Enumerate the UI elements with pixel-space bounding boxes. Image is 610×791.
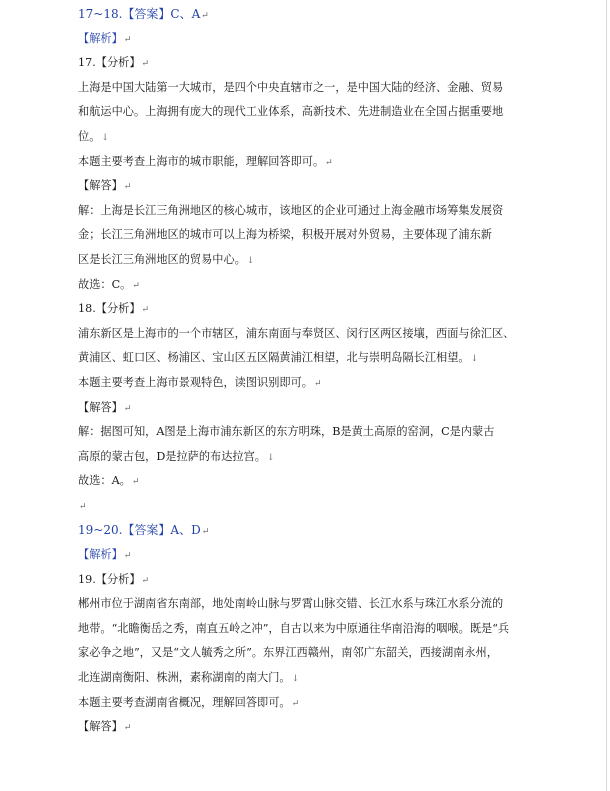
- text-line: [78, 371, 510, 396]
- text-line: [78, 273, 510, 298]
- line-text: 郴州市位于湖南省东南部，地处南岭山脉与罗霄山脉交错、长江水系与珠江水系分流的: [78, 597, 504, 611]
- paragraph-mark-icon: ↵: [79, 501, 87, 512]
- line-text: 解：据图可知，A图是上海市浦东新区的东方明珠，B是黄土高原的窑洞，C是内蒙古: [78, 425, 495, 439]
- paragraph-mark-icon: ↵: [201, 527, 210, 538]
- line-text: 19.【分析】: [78, 572, 141, 586]
- text-line: [78, 125, 510, 150]
- paragraph-mark-icon: ↵: [141, 575, 150, 586]
- text-line: [78, 518, 510, 543]
- line-text: 北连湖南衡阳、株洲，素称湖南的南大门。: [78, 671, 291, 685]
- text-line: [78, 641, 510, 666]
- text-line: [78, 199, 510, 224]
- text-line: [78, 174, 510, 199]
- paragraph-mark-icon: ↵: [131, 477, 140, 488]
- line-text: 【解析】: [78, 31, 123, 45]
- text-line: [78, 297, 510, 322]
- paragraph-mark-icon: ↵: [141, 59, 150, 70]
- document-body: [78, 2, 515, 740]
- line-text: 17~18.【答案】C、A: [78, 7, 201, 21]
- line-text: 故选：C。: [78, 277, 132, 291]
- line-text: 金；长江三角洲地区的城市可以上海为桥梁，积极开展对外贸易，主要体现了浦东新: [78, 228, 492, 242]
- text-line: [78, 494, 510, 519]
- text-line: [78, 100, 510, 125]
- line-text: 和航运中心。上海拥有庞大的现代工业体系，高新技术、先进制造业在全国占据重要地: [78, 105, 504, 119]
- line-text: 故选：A。: [78, 474, 131, 488]
- text-line: [78, 445, 510, 470]
- text-line: [78, 691, 510, 716]
- line-text: 本题主要考查湖南省概况，理解回答即可。: [78, 695, 291, 709]
- text-line: [78, 27, 510, 52]
- paragraph-mark-icon: ↵: [201, 11, 209, 21]
- line-text: 【解答】: [78, 400, 123, 414]
- text-line: [78, 592, 510, 617]
- line-text: 位。: [78, 129, 101, 143]
- text-line: [78, 666, 510, 691]
- line-text: 高原的蒙古包，D是拉萨的布达拉宫。: [78, 449, 266, 463]
- paragraph-mark-icon: ↵: [141, 305, 150, 316]
- paragraph-mark-icon: ↵: [123, 551, 132, 562]
- text-line: [78, 76, 510, 101]
- line-text: 19~20.【答案】A、D: [78, 523, 201, 538]
- line-text: 黄浦区、虹口区、杨浦区、宝山区五区隔黄浦江相望，北与崇明岛隔长江相望。: [78, 351, 470, 365]
- line-text: 【解析】: [78, 548, 123, 562]
- text-line: [78, 568, 510, 593]
- line-text: 家必争之地”，又是“文人毓秀之所”。东界江西赣州，南邻广东韶关，西接湖南永州，: [78, 646, 498, 660]
- line-text: 本题主要考查上海市的城市职能，理解回答即可。: [78, 154, 325, 168]
- paragraph-mark-icon: ↓: [101, 132, 109, 143]
- paragraph-mark-icon: ↵: [132, 280, 140, 291]
- paragraph-mark-icon: ↵: [291, 698, 300, 709]
- line-text: 【解答】: [78, 720, 123, 734]
- paragraph-mark-icon: ↓: [246, 255, 255, 266]
- paragraph-mark-icon: ↵: [123, 182, 132, 193]
- text-line: [78, 396, 510, 421]
- text-line: [78, 715, 510, 740]
- line-text: 上海是中国大陆第一大城市，是四个中央直辖市之一，是中国大陆的经济、金融、贸易: [78, 80, 504, 94]
- text-line: [78, 51, 510, 76]
- text-line: [78, 223, 510, 248]
- paragraph-mark-icon: ↵: [313, 378, 322, 389]
- line-text: 17.【分析】: [78, 56, 141, 70]
- line-text: 浦东新区是上海市的一个市辖区，浦东南面与奉贤区、闵行区两区接壤，西面与徐汇区、: [78, 326, 515, 340]
- line-text: 解：上海是长江三角洲地区的核心城市，该地区的企业可通过上海金融市场筹集发展资: [78, 203, 504, 217]
- text-line: [78, 322, 515, 347]
- text-line: [78, 469, 510, 494]
- text-line: [78, 346, 510, 371]
- paragraph-mark-icon: ↓: [291, 674, 300, 685]
- page-edge: [606, 0, 607, 791]
- line-text: 【解答】: [78, 179, 123, 193]
- line-text: 本题主要考查上海市景观特色，读图识别即可。: [78, 375, 313, 389]
- paragraph-mark-icon: ↓: [266, 452, 275, 463]
- text-line: [78, 420, 510, 445]
- text-line: [78, 543, 510, 568]
- paragraph-mark-icon: ↵: [325, 157, 333, 168]
- line-text: 18.【分析】: [78, 302, 141, 316]
- line-text: 地带。“北瞻衡岳之秀，南直五岭之冲”，自古以来为中原通往华南沿海的咽喉。既是“兵: [78, 621, 510, 635]
- paragraph-mark-icon: ↵: [123, 34, 132, 45]
- text-line: [78, 150, 510, 175]
- text-line: [78, 617, 510, 642]
- paragraph-mark-icon: ↵: [123, 723, 132, 734]
- paragraph-mark-icon: ↵: [123, 403, 132, 414]
- text-line: [78, 248, 510, 273]
- paragraph-mark-icon: ↓: [470, 354, 479, 365]
- line-text: 区是长江三角洲地区的贸易中心。: [78, 252, 246, 266]
- text-line: [78, 2, 510, 27]
